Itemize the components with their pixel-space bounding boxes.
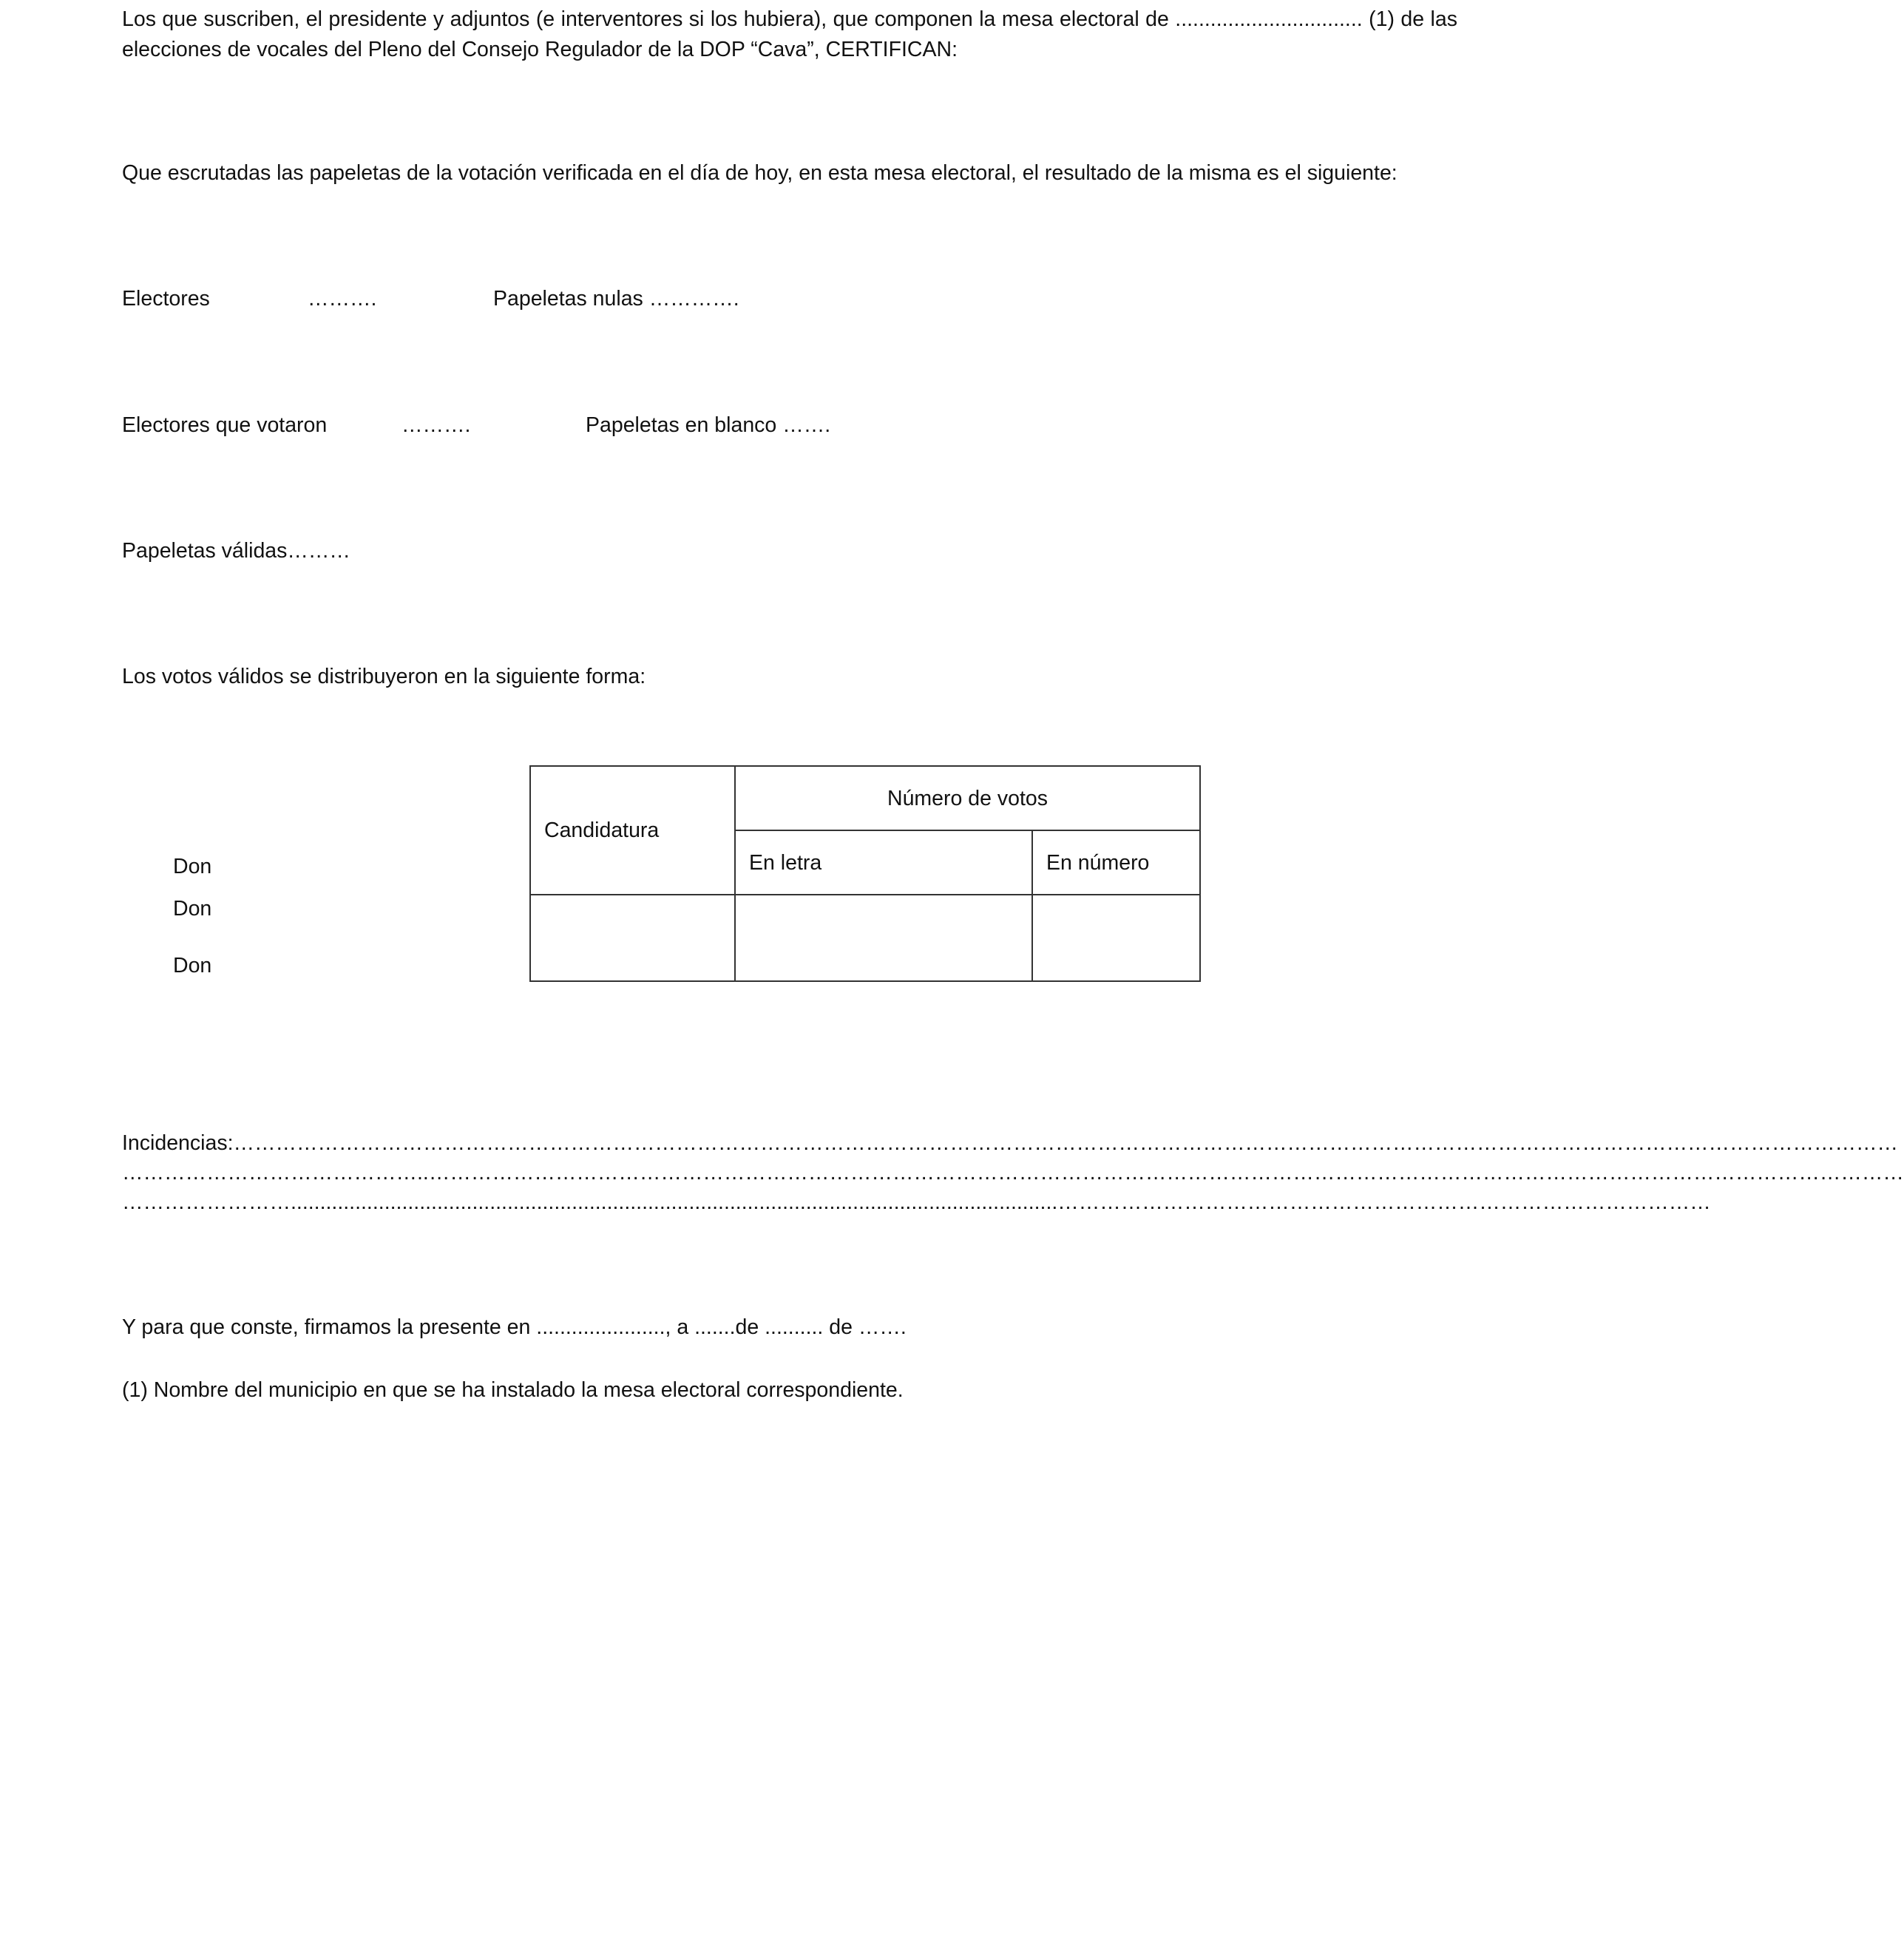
header-en-numero: En número <box>1032 830 1200 895</box>
electores-votaron-dots: ………. <box>402 413 471 437</box>
header-numero-votos: Número de votos <box>735 766 1200 830</box>
papeletas-nulas-label: Papeletas nulas …………. <box>493 287 739 311</box>
header-en-letra: En letra <box>735 830 1032 895</box>
electores-dots: ………. <box>308 287 377 311</box>
cell-en-numero[interactable] <box>1032 895 1200 981</box>
electores-label: Electores <box>122 287 210 311</box>
signer-don-3: Don <box>173 954 212 977</box>
cell-candidatura[interactable] <box>530 895 735 981</box>
incidencias-line-3: ……………………...................................................................................................................................………………………………………………………………………………… <box>122 1190 1711 1214</box>
distribucion-paragraph: Los votos válidos se distribuyeron en la siguiente forma: <box>122 665 646 688</box>
cell-en-letra[interactable] <box>735 895 1032 981</box>
incidencias-line-2: ……………………………………..………………………………………………………………………………………………………………………………………………………………………………………… <box>122 1161 1904 1185</box>
signer-don-2: Don <box>173 897 212 921</box>
cierre-paragraph: Y para que conste, firmamos la presente en ......................, a .......de .......... de ……. <box>122 1315 907 1339</box>
incidencias-line-1: Incidencias:………………………………………………………………………………………………………………………………………………………………………………………………………………… <box>122 1131 1899 1155</box>
escrutinio-paragraph: Que escrutadas las papeletas de la votación verificada en el día de hoy, en esta mesa electoral, el resultado de la misma es el siguiente: <box>122 161 1397 185</box>
header-candidatura: Candidatura <box>530 766 735 895</box>
papeletas-blanco-label: Papeletas en blanco ……. <box>586 413 831 437</box>
signer-don-1: Don <box>173 855 212 878</box>
footnote: (1) Nombre del municipio en que se ha instalado la mesa electoral correspondiente. <box>122 1378 904 1402</box>
intro-paragraph: Los que suscriben, el presidente y adjuntos (e interventores si los hubiera), que componen la mesa electoral de ................................ (1) de las elecciones de vocales del Pleno del Consejo Regulador de la DOP “Cava”, CERTIFICAN: <box>122 7 1457 61</box>
papeletas-validas-label: Papeletas válidas……… <box>122 539 350 563</box>
votes-table <box>529 765 1201 982</box>
electores-votaron-label: Electores que votaron <box>122 413 328 437</box>
